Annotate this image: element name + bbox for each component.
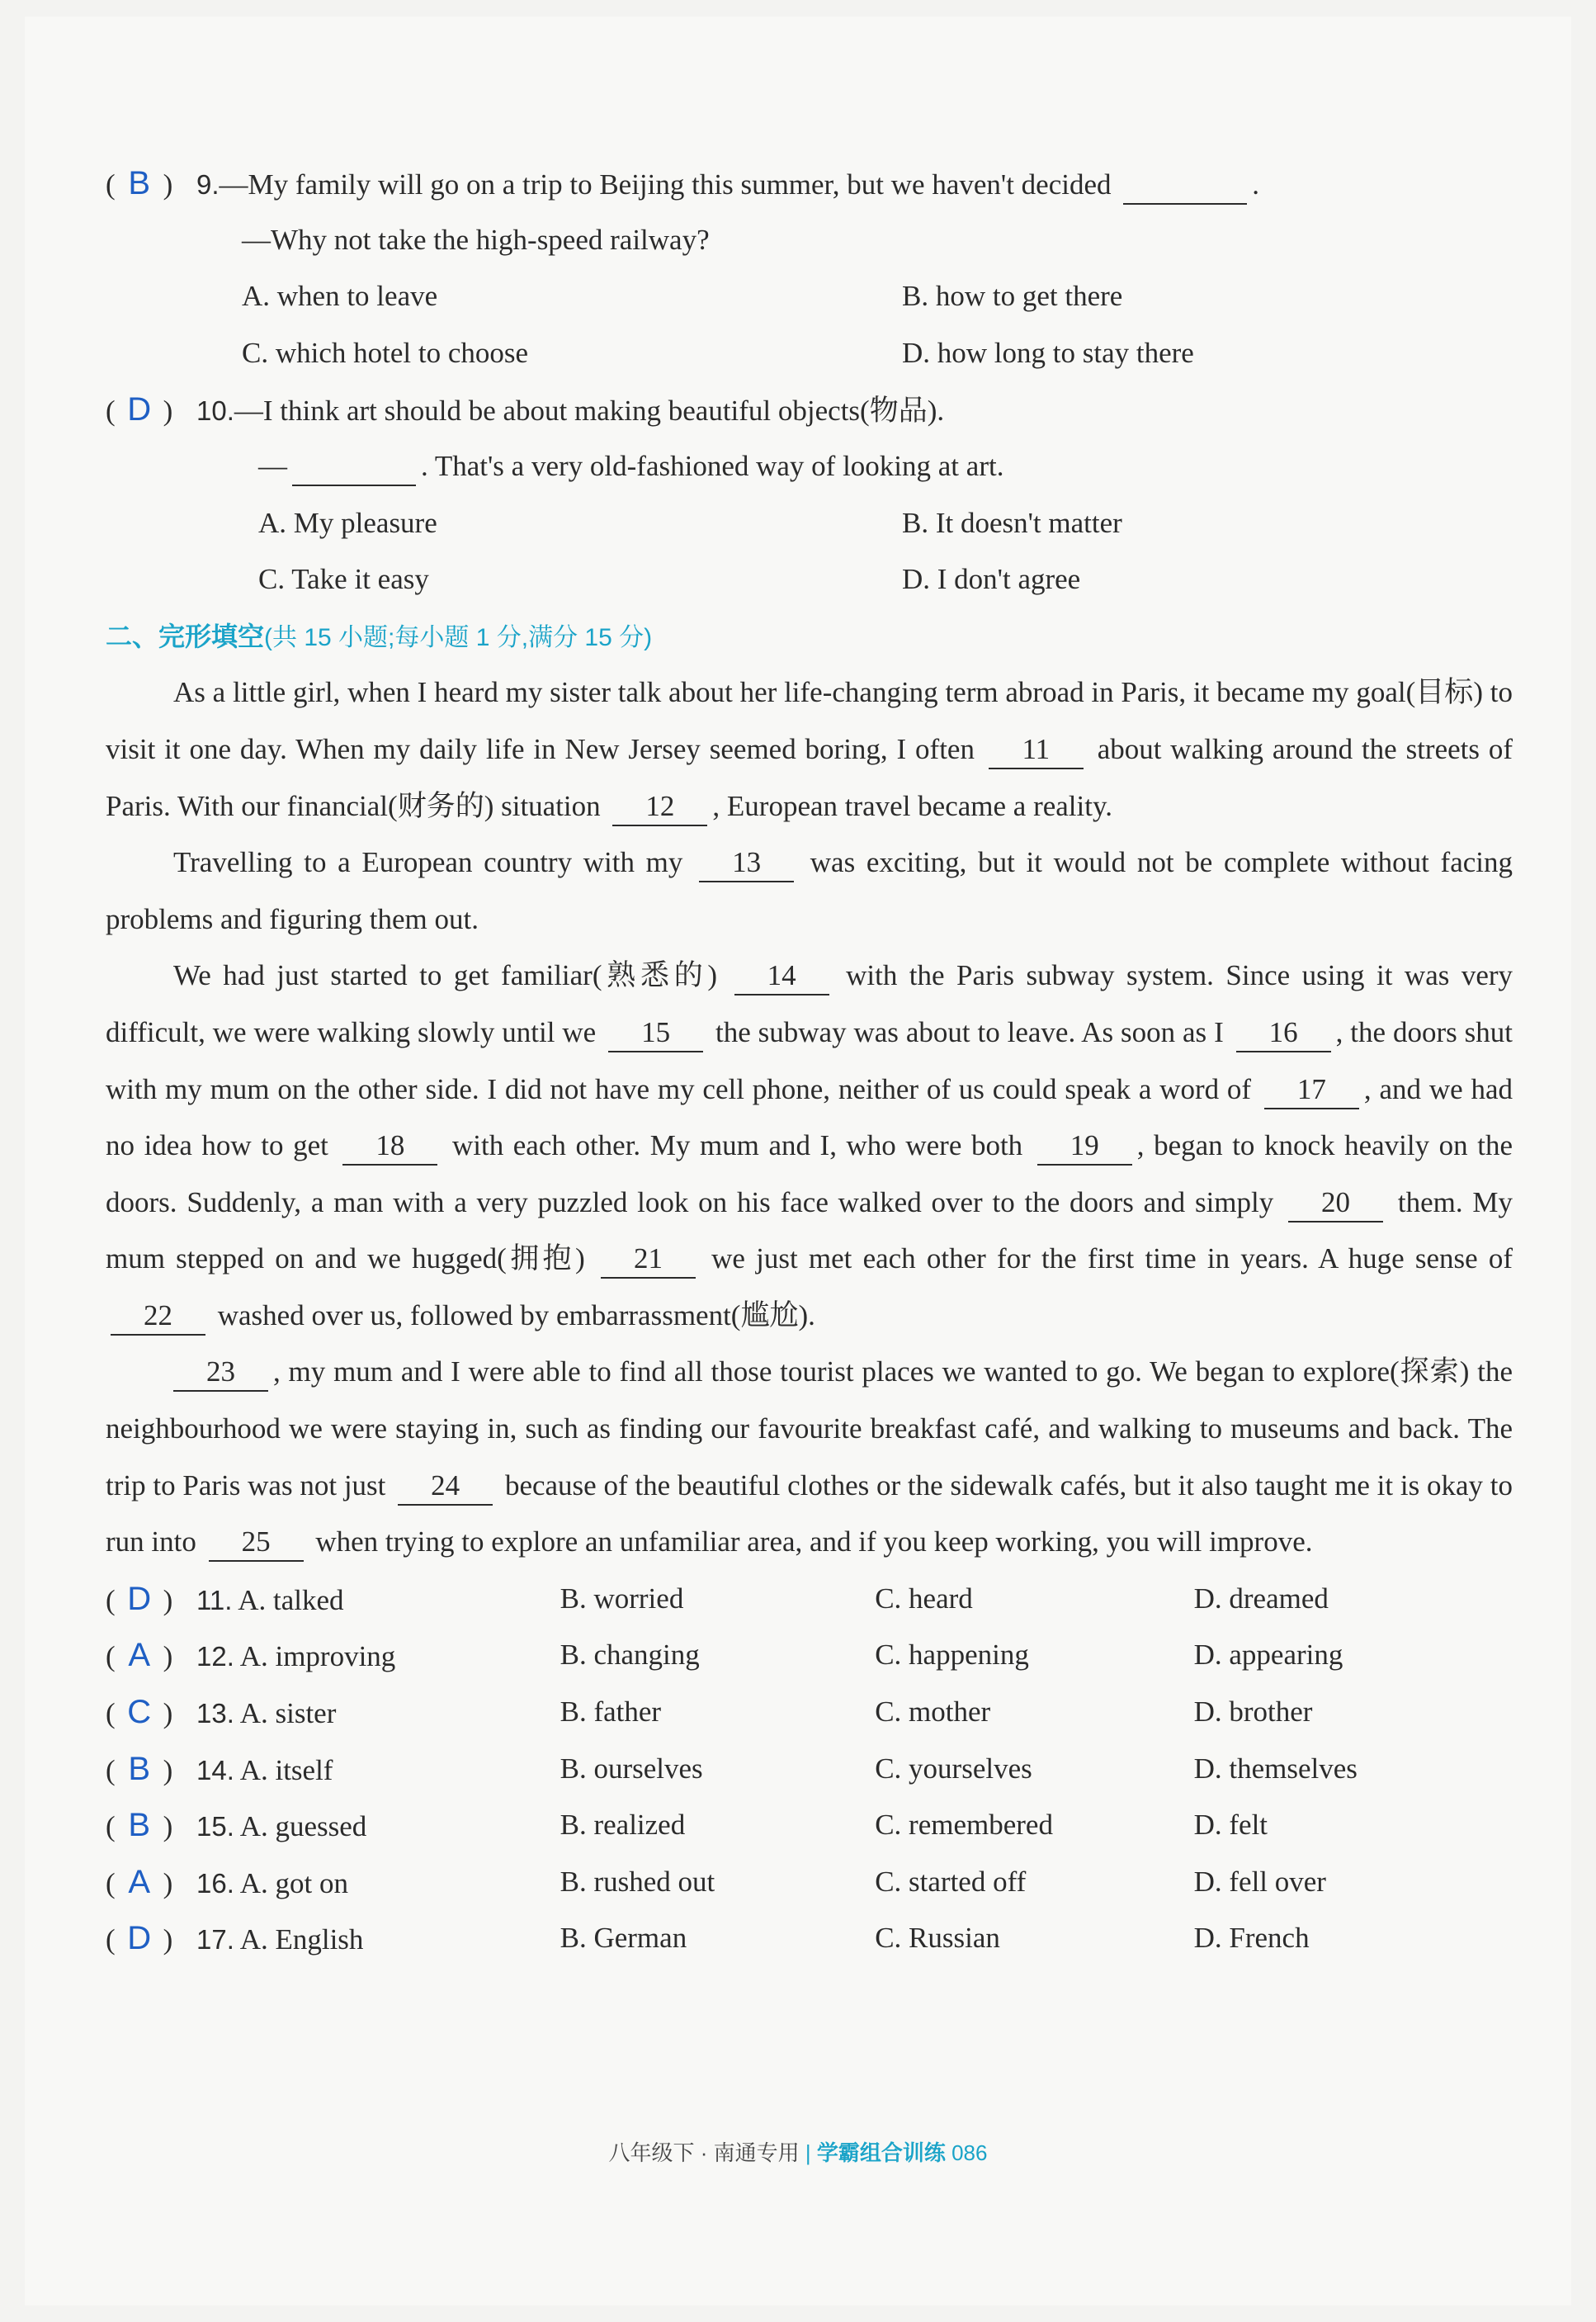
passage-text: Travelling to a European country with my [173,846,683,879]
option-b: B. father [560,1695,662,1728]
cloze-blank-12: 12 [612,788,707,826]
reply-text: . That's a very old-fashioned way of looking at art. [421,449,1004,482]
cloze-blank-23: 23 [173,1354,268,1392]
option-cell [106,1797,560,1854]
option-c: C. yourselves [875,1752,1032,1785]
option-a: A. sister [239,1697,337,1730]
answer-mark: A [128,1637,150,1674]
cloze-question-17 [106,1910,1513,1967]
dash: — [258,449,287,482]
answer-mark: B [128,165,150,201]
option-a: A. talked [238,1583,344,1616]
options-row [106,495,1513,552]
passage-text: , the doors shut with my mum on the other side. I did not have my cell phone, neither of us could speak a word of [106,1015,1513,1105]
worksheet-content [106,155,1513,1967]
section-title [106,608,1513,665]
option-cell [106,1571,560,1628]
cloze-question-11 [106,1571,1513,1628]
passage-text: with the Paris subway system. Since using it was very difficult, we were walking slowly until we [106,959,1513,1048]
section-heading: 二、完形填空 [106,621,265,651]
option-b: B. how to get there [902,280,1123,313]
option-c: C. Russian [875,1922,1000,1955]
option-d: D. felt [1193,1809,1268,1842]
option-cell [106,1684,560,1741]
question-number: 9. [196,169,220,200]
option-c: C. remembered [875,1809,1053,1842]
option-cell [106,1627,560,1684]
question-number: 16. [196,1867,234,1899]
question-number: 12. [196,1641,234,1672]
question-9 [106,155,1513,212]
option-a: A. when to leave [242,280,438,313]
option-b: B. rushed out [560,1865,715,1898]
question-number: 11. [196,1584,233,1615]
option-d: D. themselves [1193,1752,1358,1785]
option-c: C. which hotel to choose [242,336,529,369]
answer-mark: B [128,1807,150,1844]
cloze-question-12 [106,1627,1513,1684]
cloze-question-13 [106,1684,1513,1741]
page-footer: 八年级下 · 南通专用 | 学霸组合训练 086 [608,2140,988,2165]
cloze-blank-19: 19 [1037,1128,1132,1166]
passage-text: , European travel became a reality. [712,789,1112,822]
grade-label: 八年级下 · 南通专用 [608,2140,800,2165]
cloze-question-15 [106,1797,1513,1854]
option-c: C. heard [875,1582,973,1615]
cloze-blank-22: 22 [111,1298,205,1336]
answer-mark: C [127,1694,152,1731]
option-a: A. got on [239,1866,348,1899]
brand-label: 学霸组合训练 [816,2140,946,2165]
answer-bracket: ( D ) [106,1571,196,1629]
option-d: D. fell over [1193,1865,1326,1898]
question-prompt: —My family will go on a trip to Beijing this summer, but we haven't decided [219,168,1112,201]
passage-text: We had just started to get familiar(熟悉的) [173,959,718,992]
passage-text: them. My mum stepped on and we hugged(拥抱) [106,1185,1513,1275]
option-a: A. guessed [239,1810,367,1843]
question-10 [106,381,1513,438]
cloze-blank-21: 21 [601,1241,696,1279]
question-number: 14. [196,1754,234,1785]
cloze-blank-14: 14 [734,958,829,995]
option-d: D. appearing [1193,1639,1343,1672]
option-a: A. improving [239,1640,396,1673]
answer-bracket: ( B ) [106,155,196,214]
cloze-blank-11: 11 [989,731,1084,769]
option-d: D. French [1193,1922,1310,1955]
passage-text: , began to knock heavily on the doors. Suddenly, a man with a very puzzled look on his face walked over to the doors and simply [106,1129,1513,1218]
cloze-blank-18: 18 [342,1128,437,1166]
option-b: B. It doesn't matter [902,506,1122,539]
cloze-blank-24: 24 [398,1468,493,1506]
passage-text: with each other. My mum and I, who were both [451,1129,1023,1162]
option-b: B. German [560,1922,687,1955]
answer-bracket: ( D ) [106,381,196,440]
answer-bracket: ( C ) [106,1684,196,1743]
passage-paragraph-3 [106,948,1513,1344]
option-c: C. mother [875,1695,991,1728]
answer-bracket: ( B ) [106,1741,196,1799]
passage-text: the subway was about to leave. As soon as I [715,1015,1224,1048]
answer-mark: D [127,1580,152,1617]
question-prompt: —I think art should be about making beautiful objects(物品). [234,395,945,428]
options-row [106,268,1513,325]
cloze-blank-13: 13 [699,844,794,882]
passage-text: washed over us, followed by embarrassment(尴尬). [217,1298,815,1331]
options-row [106,551,1513,608]
answer-blank [1123,167,1247,205]
passage-text: because of the beautiful clothes or the sidewalk cafés, but it also taught me it is okay to run into [106,1468,1513,1558]
cloze-blank-16: 16 [1236,1014,1331,1052]
options-row [106,325,1513,382]
cloze-question-14 [106,1741,1513,1798]
option-b: B. realized [560,1809,686,1842]
cloze-blank-20: 20 [1288,1185,1383,1222]
question-number: 13. [196,1698,234,1729]
passage-text: As a little girl, when I heard my sister talk about her life-changing term abroad in Paris, it became my goal(目标) to visit it one day. When my daily life in New Jersey seemed boring, I often [106,676,1513,765]
cloze-blank-17: 17 [1264,1071,1359,1109]
answer-bracket: ( D ) [106,1910,196,1969]
question-number: 15. [196,1811,234,1842]
option-b: B. worried [560,1582,684,1615]
option-c: C. started off [875,1865,1027,1898]
answer-bracket: ( A ) [106,1854,196,1913]
option-d: D. how long to stay there [902,336,1194,369]
option-a: A. itself [239,1753,333,1786]
question-10-reply [106,438,1513,495]
passage-text: about walking around the streets of Paris. With our financial(财务的) situation [106,732,1513,822]
answer-blank [292,448,416,486]
passage-text: was exciting, but it would not be complete without facing problems and figuring them out. [106,846,1513,935]
passage-paragraph-1 [106,664,1513,835]
question-number: 10. [196,395,234,427]
answer-bracket: ( A ) [106,1627,196,1686]
cloze-blank-25: 25 [209,1524,304,1562]
option-b: B. ourselves [560,1752,703,1785]
option-d: D. brother [1193,1695,1313,1728]
passage-paragraph-2 [106,835,1513,948]
answer-mark: D [127,391,152,428]
option-a: A. My pleasure [258,506,437,539]
passage-text: when trying to explore an unfamiliar area, and if you keep working, you will improve. [315,1525,1313,1558]
section-subtitle: (共 15 小题;每小题 1 分,满分 15 分) [264,623,653,651]
option-cell [106,1854,560,1911]
option-cell [106,1741,560,1798]
option-a: A. English [239,1923,364,1956]
question-number: 17. [196,1924,234,1955]
option-c: C. happening [875,1639,1029,1672]
answer-mark: D [127,1920,152,1957]
page-number: 086 [951,2140,988,2165]
answer-mark: B [128,1750,150,1787]
question-9-reply: —Why not take the high-speed railway? [242,223,710,256]
option-d: D. dreamed [1193,1582,1329,1615]
passage-paragraph-4 [106,1344,1513,1570]
cloze-blank-15: 15 [608,1014,703,1052]
option-b: B. changing [560,1639,700,1672]
cloze-options [106,1571,1513,1967]
answer-mark: A [128,1863,150,1900]
passage-text: , my mum and I were able to find all those tourist places we wanted to go. We began to explore(探索) the neighbourhood we were staying in, such as finding our favourite breakfast café, and walking to museums and back. The trip to Paris was not just [106,1355,1513,1501]
question-end-punct: . [1252,168,1260,201]
cloze-question-16 [106,1854,1513,1911]
option-c: C. Take it easy [258,563,429,596]
passage-text: , and we had no idea how to get [106,1072,1513,1162]
answer-bracket: ( B ) [106,1797,196,1856]
passage-text: we just met each other for the first time in years. A huge sense of [711,1242,1513,1275]
option-cell [106,1910,560,1967]
option-d: D. I don't agree [902,563,1081,596]
